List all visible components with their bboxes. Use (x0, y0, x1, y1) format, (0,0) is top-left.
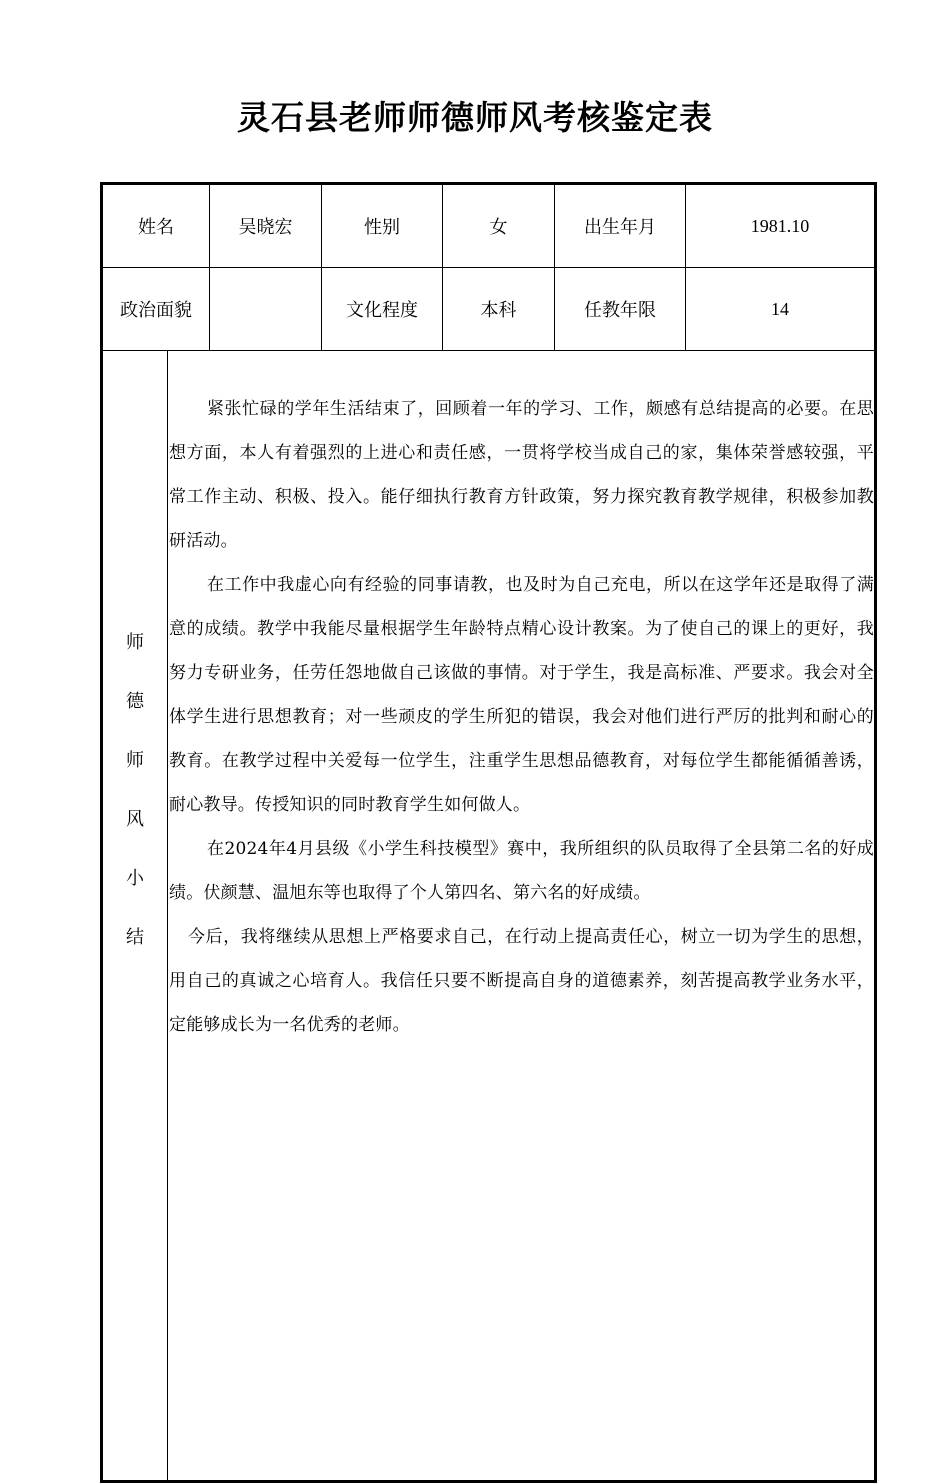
info-row-1 (102, 184, 876, 268)
birth-value: 1981.10 (686, 184, 876, 268)
summary-paragraph: 今后，我将继续从思想上严格要求自己，在行动上提高责任心，树立一切为学生的思想，用自己的真诚之心培育人。我信任只要不断提高自身的道德素养，刻苦提高教学业务水平，定能够成长为一名优秀的老师。 (169, 927, 874, 1035)
summary-label-char: 结 (126, 927, 144, 948)
political-status-value (210, 268, 322, 351)
summary-content-cell (168, 351, 876, 1482)
teaching-years-value: 14 (686, 268, 876, 351)
summary-label-char: 师 (126, 632, 144, 653)
education-label: 文化程度 (322, 268, 443, 351)
political-status-label: 政治面貌 (102, 268, 210, 351)
teaching-years-label: 任教年限 (555, 268, 686, 351)
name-value: 吴晓宏 (210, 184, 322, 268)
info-row-2 (102, 268, 876, 351)
summary-label-char: 师 (126, 750, 144, 771)
summary-label-char: 风 (126, 809, 144, 830)
summary-paragraph: 紧张忙碌的学年生活结束了，回顾着一年的学习、工作，颇感有总结提高的必要。在思想方面，本人有着强烈的上进心和责任感，一贯将学校当成自己的家，集体荣誉感较强，平常工作主动、积极、投入。能仔细执行教育方针政策，努力探究教育教学规律，积极参加教研活动。 (169, 399, 874, 551)
birth-label: 出生年月 (555, 184, 686, 268)
summary-vertical-label (102, 351, 168, 1482)
summary-label-char: 德 (126, 691, 144, 712)
gender-value: 女 (443, 184, 555, 268)
summary-paragraph: 在2024年4月县级《小学生科技模型》赛中，我所组织的队员取得了全县第二名的好成绩。伏颜慧、温旭东等也取得了个人第四名、第六名的好成绩。 (169, 839, 874, 903)
summary-label-char: 小 (126, 868, 144, 889)
summary-text (168, 351, 874, 1047)
gender-label: 性别 (322, 184, 443, 268)
education-value: 本科 (443, 268, 555, 351)
summary-row (102, 351, 876, 1482)
summary-paragraph: 在工作中我虚心向有经验的同事请教，也及时为自己充电，所以在这学年还是取得了满意的成绩。教学中我能尽量根据学生年龄特点精心设计教案。为了使自己的课上的更好，我努力专研业务，任劳任怨地做自己该做的事情。对于学生，我是高标准、严要求。我会对全体学生进行思想教育；对一些顽皮的学生所犯的错误，我会对他们进行严厉的批判和耐心的教育。在教学过程中关爱每一位学生，注重学生思想品德教育，对每位学生都能循循善诱，耐心教导。传授知识的同时教育学生如何做人。 (169, 575, 874, 815)
assessment-form-table (100, 182, 877, 1483)
name-label: 姓名 (102, 184, 210, 268)
page-title: 灵石县老师师德师风考核鉴定表 (237, 98, 713, 137)
